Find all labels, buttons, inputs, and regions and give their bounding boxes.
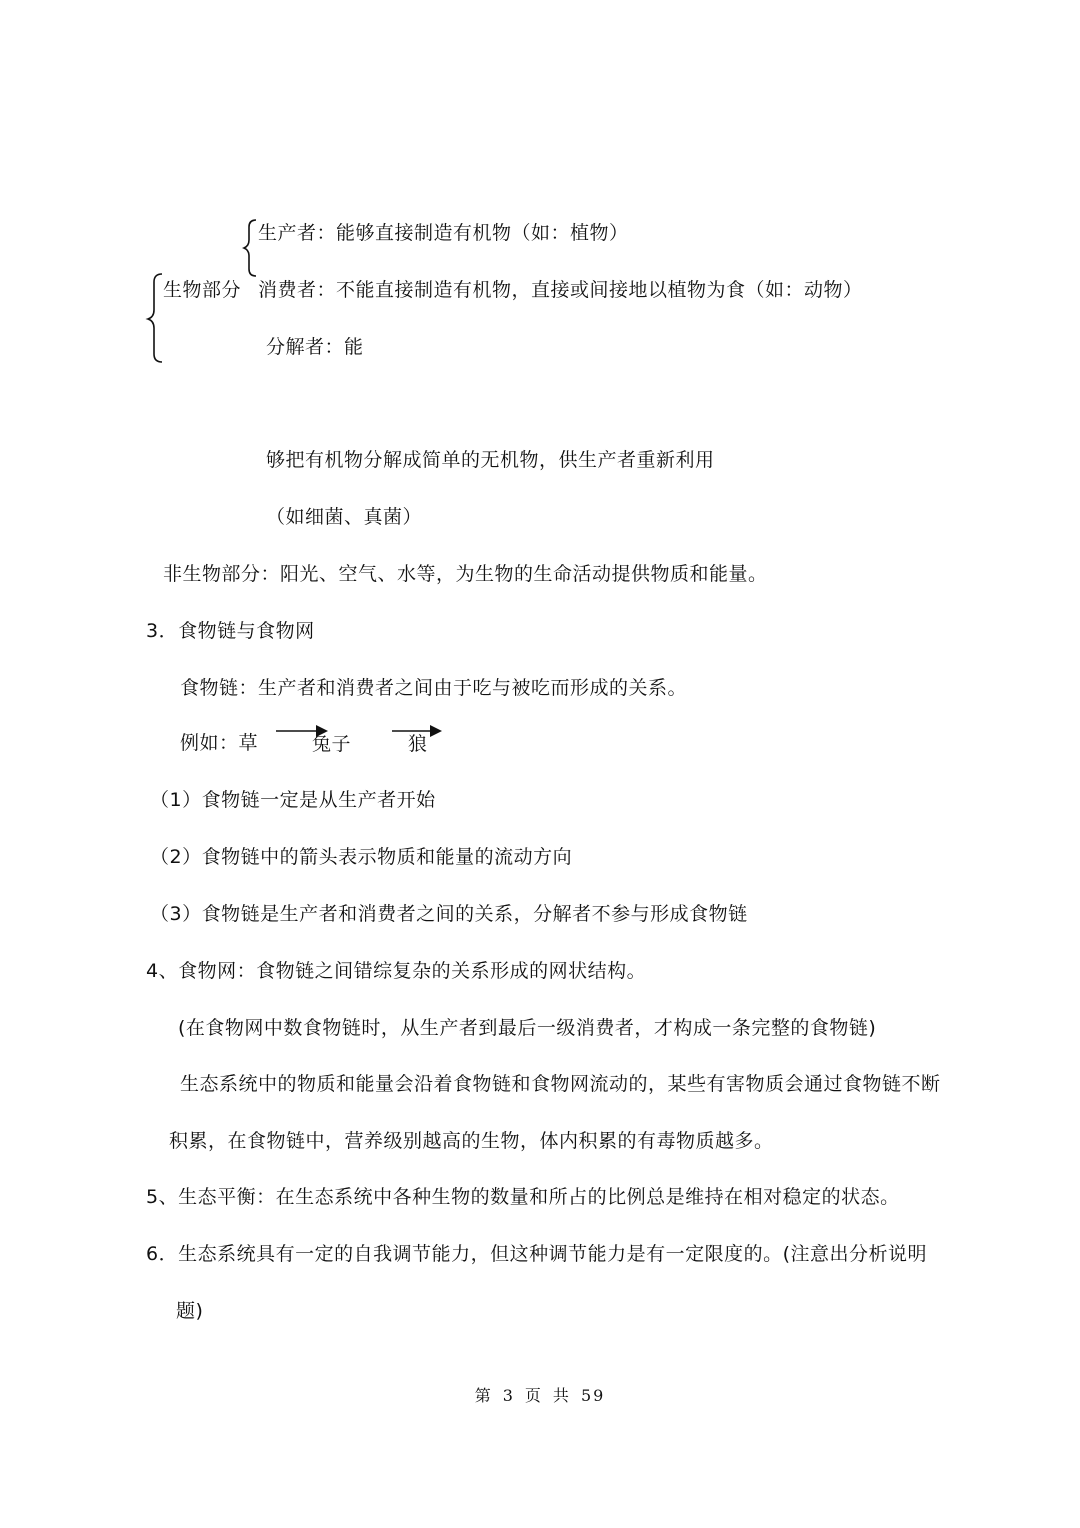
consumer-line: 消费者：不能直接制造有机物，直接或间接地以植物为食（如：动物） — [258, 279, 863, 301]
footer-page-number: 3 — [502, 1386, 515, 1405]
nonbio-section: 非生物部分：阳光、空气、水等，为生物的生命活动提供物质和能量。 — [163, 563, 768, 585]
bio-section-label: 生物部分 — [163, 279, 242, 301]
footer-page-unit: 页 — [524, 1386, 543, 1405]
decomposer-continuation: 够把有机物分解成简单的无机物，供生产者重新利用 — [266, 449, 715, 471]
section5: 5、生态平衡：在生态系统中各种生物的数量和所占的比例总是维持在相对稳定的状态。 — [146, 1186, 900, 1208]
food-chain-definition: 食物链：生产者和消费者之间由于吃与被吃而形成的关系。 — [180, 677, 688, 699]
decomposer-example: （如细菌、真菌） — [266, 506, 423, 528]
example-rabbit: 兔子 — [312, 733, 352, 755]
example-label: 例如：草 — [180, 732, 259, 754]
inner-brace — [242, 218, 258, 278]
section3-heading: 3．食物链与食物网 — [146, 620, 315, 642]
producer-line: 生产者：能够直接制造有机物（如：植物） — [258, 222, 629, 244]
footer-page-word: 第 — [474, 1386, 493, 1405]
section4-heading: 4、食物网：食物链之间错综复杂的关系形成的网状结构。 — [146, 960, 647, 982]
section6-line2: 题) — [176, 1300, 204, 1322]
footer-total-word: 共 — [552, 1386, 571, 1405]
example-wolf: 狼 — [408, 733, 428, 755]
section4-paragraph-line1: 生态系统中的物质和能量会沿着食物链和食物网流动的，某些有害物质会通过食物链不断 — [180, 1073, 941, 1095]
section4-note: (在食物网中数食物链时，从生产者到最后一级消费者，才构成一条完整的食物链) — [178, 1017, 877, 1039]
footer-total-pages: 59 — [580, 1386, 606, 1405]
point-1: （1）食物链一定是从生产者开始 — [150, 789, 436, 811]
page-footer — [0, 1383, 1080, 1406]
section6-line1: 6．生态系统具有一定的自我调节能力，但这种调节能力是有一定限度的。(注意出分析说明 — [146, 1243, 928, 1265]
section4-paragraph-line2: 积累，在食物链中，营养级别越高的生物，体内积累的有毒物质越多。 — [169, 1130, 774, 1152]
decomposer-line: 分解者：能 — [266, 336, 364, 358]
point-2: （2）食物链中的箭头表示物质和能量的流动方向 — [150, 846, 573, 868]
outer-brace — [145, 272, 165, 364]
point-3: （3）食物链是生产者和消费者之间的关系，分解者不参与形成食物链 — [150, 903, 748, 925]
